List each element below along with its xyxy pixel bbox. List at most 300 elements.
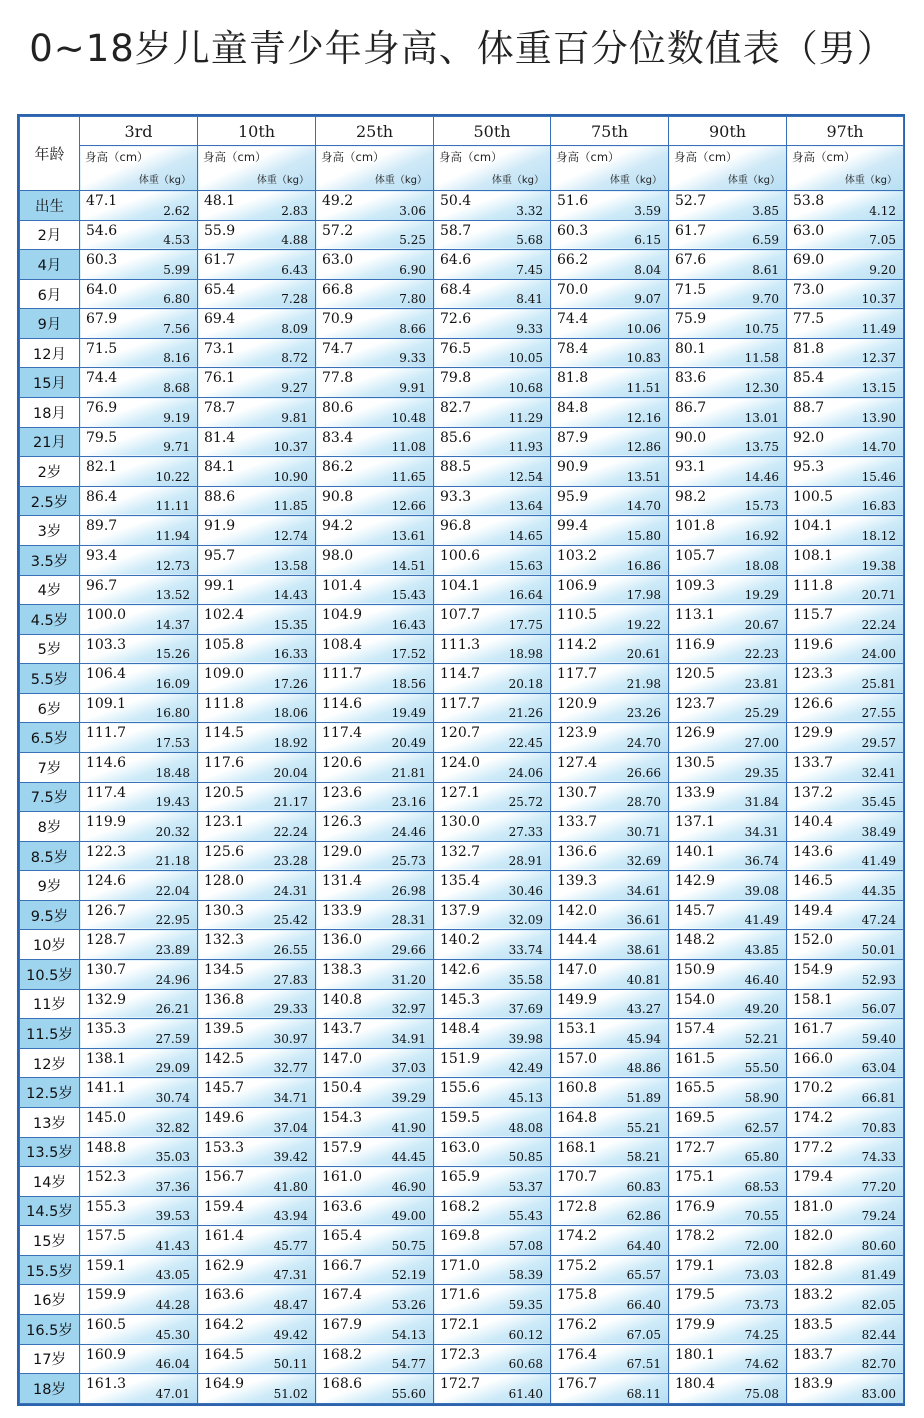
age-cell: 5岁 [20,634,80,664]
value-cell [787,812,904,842]
value-cell [434,1226,551,1256]
height-value: 129.0 [322,843,363,860]
weight-value: 20.61 [626,647,661,662]
value-cell [80,575,198,605]
height-value: 171.6 [440,1287,481,1304]
weight-value: 64.40 [626,1238,661,1253]
height-value: 111.8 [204,695,245,712]
value-cell [551,457,669,487]
value-cell [434,1107,551,1137]
age-cell: 13.5岁 [20,1137,80,1167]
height-value: 98.2 [675,488,707,505]
value-cell [316,1314,434,1344]
table-row [20,960,904,990]
value-cell [80,1196,198,1226]
height-value: 157.4 [675,1021,716,1038]
age-cell: 21月 [20,427,80,457]
value-cell [787,782,904,812]
height-value: 139.5 [204,1021,245,1038]
value-cell [316,250,434,280]
height-value: 182.0 [793,1228,834,1245]
table-row [20,398,904,428]
height-value: 136.6 [557,843,598,860]
height-value: 81.8 [557,370,589,387]
height-value: 115.7 [793,607,834,624]
weight-value: 19.29 [744,588,779,603]
weight-value: 4.53 [163,233,190,248]
value-cell [551,486,669,516]
value-cell [669,960,787,990]
height-value: 149.9 [557,991,598,1008]
age-cell: 4岁 [20,575,80,605]
value-cell [80,1226,198,1256]
value-cell [787,723,904,753]
weight-value: 5.68 [516,233,543,248]
weight-value: 3.59 [634,203,661,218]
height-value: 163.0 [440,1139,481,1156]
height-value: 175.1 [675,1169,716,1186]
value-cell [316,1285,434,1315]
height-value: 90.9 [557,459,589,476]
height-value: 71.5 [86,340,118,357]
weight-value: 4.12 [869,203,896,218]
height-value: 80.1 [675,340,707,357]
table-row [20,723,904,753]
weight-value: 47.24 [861,913,896,928]
age-cell: 6月 [20,279,80,309]
weight-value: 45.77 [273,1238,308,1253]
height-value: 89.7 [86,518,118,535]
height-value: 84.1 [204,459,236,476]
weight-value: 12.74 [273,528,308,543]
height-value: 64.6 [440,252,472,269]
value-cell [787,693,904,723]
table-row [20,545,904,575]
table-row [20,1226,904,1256]
height-value: 103.2 [557,547,598,564]
weight-value: 18.92 [273,735,308,750]
height-value: 81.4 [204,429,236,446]
value-cell [669,930,787,960]
value-cell [316,516,434,546]
value-cell [198,605,316,635]
height-value: 149.6 [204,1109,245,1126]
weight-value: 3.85 [752,203,779,218]
table-body [20,191,904,1404]
height-value: 105.7 [675,547,716,564]
value-cell [198,1255,316,1285]
weight-value: 74.33 [861,1150,896,1165]
weight-value: 10.48 [391,410,426,425]
height-value: 166.7 [322,1257,363,1274]
weight-value: 60.68 [508,1357,543,1372]
value-cell [198,1374,316,1404]
value-cell [551,1019,669,1049]
height-value: 67.9 [86,311,118,328]
value-cell [80,1078,198,1108]
age-cell: 4.5岁 [20,605,80,635]
weight-value: 49.42 [273,1327,308,1342]
weight-value: 24.70 [626,735,661,750]
value-cell [669,486,787,516]
value-cell [80,930,198,960]
value-cell [434,516,551,546]
height-value: 175.8 [557,1287,598,1304]
weight-value: 34.71 [273,1090,308,1105]
value-cell [669,634,787,664]
weight-value: 10.75 [744,321,779,336]
value-cell [551,1285,669,1315]
height-value: 109.3 [675,577,716,594]
height-unit-label: 身高（cm） [674,150,738,164]
value-cell [551,1255,669,1285]
height-value: 90.8 [322,488,354,505]
value-cell [787,1107,904,1137]
table-row [20,338,904,368]
value-cell [80,989,198,1019]
value-cell [198,250,316,280]
value-cell [198,841,316,871]
weight-value: 41.80 [273,1179,308,1194]
height-value: 51.6 [557,193,589,209]
height-unit-label: 身高（cm） [85,150,149,164]
unit-header-cell [551,146,669,191]
height-value: 65.4 [204,281,236,298]
value-cell [787,1048,904,1078]
height-value: 152.3 [86,1169,127,1186]
height-value: 176.9 [675,1198,716,1215]
weight-value: 20.67 [744,617,779,632]
weight-value: 3.32 [516,203,543,218]
age-cell: 7岁 [20,752,80,782]
value-cell [787,605,904,635]
value-cell [434,1048,551,1078]
value-cell [787,368,904,398]
height-value: 166.0 [793,1050,834,1067]
weight-value: 28.70 [626,795,661,810]
value-cell [80,250,198,280]
height-value: 63.0 [322,252,354,269]
value-cell [669,457,787,487]
age-cell: 17岁 [20,1344,80,1374]
height-value: 159.5 [440,1109,481,1126]
weight-value: 14.70 [861,440,896,455]
weight-value: 39.42 [273,1150,308,1165]
value-cell [80,1107,198,1137]
height-value: 102.4 [204,607,245,624]
height-value: 128.0 [204,873,245,890]
value-cell [80,1048,198,1078]
weight-value: 14.43 [273,588,308,603]
value-cell [669,1078,787,1108]
age-cell: 13岁 [20,1107,80,1137]
value-cell [551,1226,669,1256]
value-cell [434,1196,551,1226]
value-cell [80,457,198,487]
value-cell [434,1285,551,1315]
height-value: 132.9 [86,991,127,1008]
height-value: 137.1 [675,814,716,831]
value-cell [787,1167,904,1197]
height-value: 183.5 [793,1316,834,1333]
height-value: 122.3 [86,843,127,860]
weight-value: 47.01 [155,1387,190,1401]
weight-value: 19.49 [391,706,426,721]
value-cell [434,457,551,487]
percentile-header: 50th [434,117,551,146]
height-value: 161.3 [86,1376,127,1393]
value-cell [669,309,787,339]
weight-value: 29.33 [273,1002,308,1017]
value-cell [316,1374,434,1404]
weight-value: 24.00 [861,647,896,662]
value-cell [551,427,669,457]
weight-value: 48.86 [626,1061,661,1076]
height-value: 77.5 [793,311,825,328]
height-value: 132.3 [204,932,245,949]
weight-value: 72.00 [744,1238,779,1253]
weight-value: 26.55 [273,943,308,958]
weight-value: 38.61 [626,943,661,958]
height-value: 154.3 [322,1109,363,1126]
weight-value: 30.97 [273,1031,308,1046]
height-value: 86.2 [322,459,354,476]
height-value: 155.3 [86,1198,127,1215]
height-value: 91.9 [204,518,236,535]
weight-value: 23.81 [744,676,779,691]
height-value: 100.5 [793,488,834,505]
height-value: 76.5 [440,340,472,357]
value-cell [669,989,787,1019]
weight-value: 32.97 [391,1002,426,1017]
weight-value: 33.74 [508,943,543,958]
unit-header-cell [434,146,551,191]
weight-value: 39.98 [508,1031,543,1046]
weight-value: 45.30 [155,1327,190,1342]
value-cell [198,1019,316,1049]
age-cell: 14岁 [20,1167,80,1197]
height-value: 61.7 [675,222,707,239]
value-cell [198,664,316,694]
value-cell [669,1374,787,1404]
value-cell [316,871,434,901]
value-cell [787,960,904,990]
age-cell: 3.5岁 [20,545,80,575]
value-cell [434,427,551,457]
weight-value: 15.73 [744,499,779,514]
table-row [20,1048,904,1078]
weight-value: 58.90 [744,1090,779,1105]
value-cell [669,693,787,723]
weight-value: 68.53 [744,1179,779,1194]
height-value: 167.9 [322,1316,363,1333]
age-cell: 7.5岁 [20,782,80,812]
weight-value: 21.98 [626,676,661,691]
value-cell [80,634,198,664]
weight-value: 27.59 [155,1031,190,1046]
weight-value: 14.51 [391,558,426,573]
table-row [20,693,904,723]
height-value: 133.9 [675,784,716,801]
weight-value: 7.80 [399,292,426,307]
value-cell [198,398,316,428]
weight-value: 10.37 [273,440,308,455]
weight-value: 45.94 [626,1031,661,1046]
weight-value: 42.49 [508,1061,543,1076]
value-cell [434,398,551,428]
value-cell [551,279,669,309]
height-value: 177.2 [793,1139,834,1156]
height-value: 165.5 [675,1080,716,1097]
weight-value: 46.04 [155,1357,190,1372]
age-cell: 5.5岁 [20,664,80,694]
value-cell [80,368,198,398]
height-value: 159.1 [86,1257,127,1274]
weight-value: 29.66 [391,943,426,958]
weight-value: 40.81 [626,972,661,987]
value-cell [551,605,669,635]
weight-value: 10.22 [155,469,190,484]
age-cell: 2月 [20,220,80,250]
height-value: 86.4 [86,488,118,505]
value-cell [434,368,551,398]
weight-value: 14.37 [155,617,190,632]
height-value: 133.9 [322,902,363,919]
value-cell [80,338,198,368]
value-cell [80,782,198,812]
value-cell [787,989,904,1019]
weight-value: 7.56 [163,321,190,336]
weight-value: 12.30 [744,381,779,396]
table-row [20,752,904,782]
weight-value: 44.45 [391,1150,426,1165]
weight-value: 18.56 [391,676,426,691]
height-value: 141.1 [86,1080,127,1097]
value-cell [198,1107,316,1137]
height-value: 101.4 [322,577,363,594]
height-value: 100.6 [440,547,481,564]
weight-value: 27.00 [744,735,779,750]
height-value: 120.5 [204,784,245,801]
weight-value: 29.35 [744,765,779,780]
age-cell: 15.5岁 [20,1255,80,1285]
value-cell [551,1196,669,1226]
height-value: 120.6 [322,754,363,771]
table-row [20,516,904,546]
value-cell [198,752,316,782]
value-cell [80,605,198,635]
weight-value: 18.12 [861,528,896,543]
value-cell [551,634,669,664]
weight-value: 81.49 [861,1268,896,1283]
height-value: 163.6 [322,1198,363,1215]
weight-value: 34.31 [744,824,779,839]
weight-value: 9.33 [516,321,543,336]
value-cell [198,1226,316,1256]
weight-value: 11.93 [508,440,543,455]
weight-value: 25.81 [861,676,896,691]
value-cell [80,309,198,339]
weight-value: 16.83 [861,499,896,514]
weight-value: 32.77 [273,1061,308,1076]
value-cell [669,1314,787,1344]
weight-value: 16.92 [744,528,779,543]
weight-value: 43.27 [626,1002,661,1017]
weight-value: 41.90 [391,1120,426,1135]
table-row [20,191,904,221]
weight-value: 74.25 [744,1327,779,1342]
weight-value: 13.61 [391,528,426,543]
value-cell [316,1048,434,1078]
height-value: 132.7 [440,843,481,860]
value-cell [434,1344,551,1374]
value-cell [316,368,434,398]
value-cell [551,664,669,694]
weight-value: 23.89 [155,943,190,958]
age-cell: 9月 [20,309,80,339]
value-cell [434,752,551,782]
value-cell [434,693,551,723]
table-row [20,1344,904,1374]
table-row [20,1137,904,1167]
value-cell [551,723,669,753]
height-value: 150.9 [675,962,716,979]
height-value: 71.5 [675,281,707,298]
weight-value: 15.46 [861,469,896,484]
weight-value: 58.21 [626,1150,661,1165]
value-cell [80,664,198,694]
weight-value: 13.51 [626,469,661,484]
weight-value: 35.45 [861,795,896,810]
height-value: 117.4 [322,725,363,742]
value-cell [80,486,198,516]
height-value: 55.9 [204,222,236,239]
weight-value: 79.24 [861,1209,896,1224]
value-cell [787,1137,904,1167]
weight-value: 32.69 [626,854,661,869]
value-cell [669,812,787,842]
weight-value: 67.05 [626,1327,661,1342]
value-cell [787,398,904,428]
value-cell [198,220,316,250]
weight-value: 29.09 [155,1061,190,1076]
weight-value: 46.90 [391,1179,426,1194]
age-cell: 16.5岁 [20,1314,80,1344]
height-value: 162.9 [204,1257,245,1274]
value-cell [80,427,198,457]
weight-value: 52.21 [744,1031,779,1046]
table-row [20,1019,904,1049]
height-value: 99.4 [557,518,589,535]
table-row [20,486,904,516]
value-cell [551,545,669,575]
height-value: 95.9 [557,488,589,505]
height-value: 143.6 [793,843,834,860]
weight-value: 30.71 [626,824,661,839]
weight-value: 30.74 [155,1090,190,1105]
weight-value: 51.02 [273,1387,308,1401]
value-cell [551,1374,669,1404]
weight-value: 18.98 [508,647,543,662]
value-cell [80,1285,198,1315]
height-value: 164.5 [204,1346,245,1363]
value-cell [669,723,787,753]
value-cell [551,250,669,280]
value-cell [434,279,551,309]
value-cell [669,368,787,398]
height-value: 142.6 [440,962,481,979]
weight-value: 16.33 [273,647,308,662]
